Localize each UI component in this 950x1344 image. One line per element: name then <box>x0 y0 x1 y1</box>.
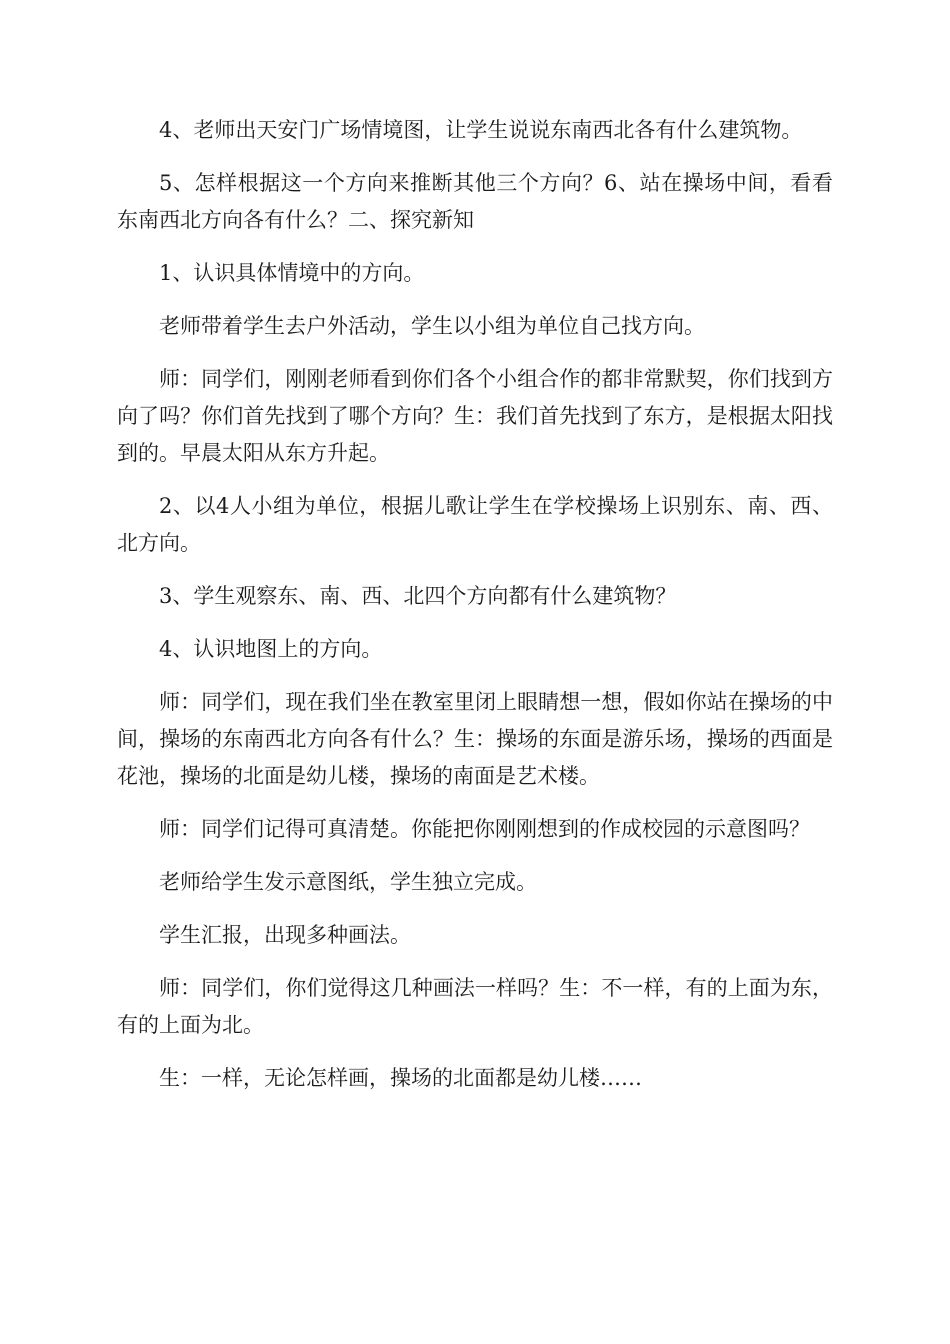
paragraph: 师：同学们记得可真清楚。你能把你刚刚想到的作成校园的示意图吗？ <box>159 817 810 841</box>
document-body <box>117 112 833 1113</box>
paragraph: 老师给学生发示意图纸，学生独立完成。 <box>159 870 537 894</box>
paragraph: 4、认识地图上的方向。 <box>159 637 383 661</box>
paragraph: 师：同学们，刚刚老师看到你们各个小组合作的都非常默契，你们找到方向了吗？你们首先找到了哪个方向？生：我们首先找到了东方，是根据太阳找到的。早晨太阳从东方升起。 <box>117 367 833 465</box>
paragraph: 师：同学们，现在我们坐在教室里闭上眼睛想一想，假如你站在操场的中间，操场的东南西北方向各有什么？生：操场的东面是游乐场，操场的西面是花池，操场的北面是幼儿楼，操场的南面是艺术楼。 <box>117 690 833 788</box>
paragraph: 老师带着学生去户外活动，学生以小组为单位自己找方向。 <box>159 314 705 338</box>
paragraph: 1、认识具体情境中的方向。 <box>159 261 425 285</box>
paragraph: 生：一样，无论怎样画，操场的北面都是幼儿楼…… <box>159 1066 642 1090</box>
paragraph: 3、学生观察东、南、西、北四个方向都有什么建筑物？ <box>159 584 677 608</box>
paragraph: 师：同学们，你们觉得这几种画法一样吗？生：不一样，有的上面为东，有的上面为北。 <box>117 976 833 1037</box>
paragraph: 学生汇报，出现多种画法。 <box>159 923 411 947</box>
paragraph: 5、怎样根据这一个方向来推断其他三个方向？6、站在操场中间，看看东南西北方向各有什么？二、探究新知 <box>117 171 833 232</box>
paragraph: 4、老师出天安门广场情境图，让学生说说东南西北各有什么建筑物。 <box>159 118 803 142</box>
paragraph: 2、以4人小组为单位，根据儿歌让学生在学校操场上识别东、南、西、北方向。 <box>117 494 833 555</box>
